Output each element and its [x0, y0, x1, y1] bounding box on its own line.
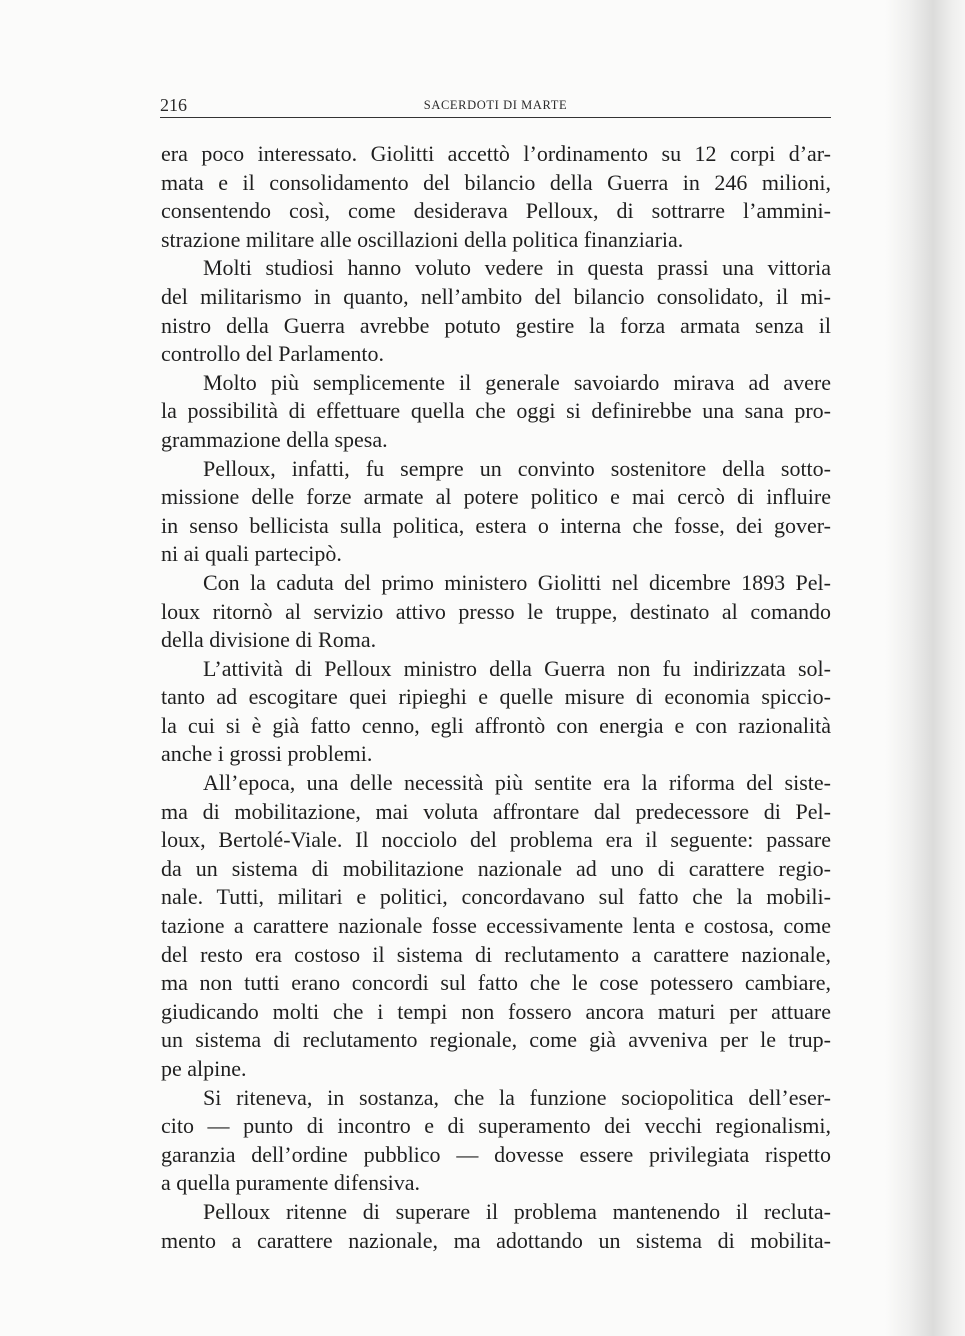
text-line: mata e il consolidamento del bilancio della Guerra in 246 milioni, — [161, 169, 831, 195]
text-line: tazione a carattere nazionale fosse eccessivamente lenta e costosa, come — [161, 913, 831, 939]
text-line: Molto più semplicemente il generale savoiardo mirava ad avere — [203, 369, 831, 395]
text-line: nistro della Guerra avrebbe potuto gestire la forza armata senza il — [161, 312, 831, 338]
text-line: Pelloux, infatti, fu sempre un convinto sostenitore della sotto- — [203, 455, 831, 481]
text-line: la possibilità di effettuare quella che oggi si definirebbe una sana pro- — [161, 398, 831, 424]
text-line: pe alpine. — [161, 1056, 247, 1081]
page-gutter-shadow — [885, 0, 965, 1336]
paragraph — [161, 455, 831, 569]
page-number: 216 — [160, 95, 187, 115]
text-line: Si riteneva, in sostanza, che la funzione sociopolitica dell’eser- — [203, 1084, 831, 1110]
text-line: tanto ad escogitare quei ripieghi e quelle misure di economia spicciо- — [161, 684, 831, 710]
text-line: della divisione di Roma. — [161, 627, 377, 653]
text-line: nale. Tutti, militari e politici, concordavano sul fatto che la mobili- — [161, 884, 831, 910]
paragraph — [161, 140, 831, 254]
paragraph — [161, 569, 831, 655]
paragraph — [161, 254, 831, 368]
body-text — [161, 140, 831, 1255]
text-line: un sistema di reclutamento regionale, come già avveniva per le trup- — [161, 1027, 831, 1053]
text-line: strazione militare alle oscillazioni della politica finanziaria. — [161, 226, 684, 252]
text-line: ma non tutti erano concordi sul fatto che le cose potessero cambiare, — [161, 970, 831, 996]
paragraph — [161, 1198, 831, 1255]
text-line: L’attività di Pelloux ministro della Guerra non fu indirizzata sol- — [203, 655, 831, 681]
text-line: loux ritornò al servizio attivo presso le truppe, destinato al comando — [161, 598, 831, 624]
running-head: SACERDOTI DI MARTE — [423, 98, 568, 112]
text-line: grammazione della spesa. — [161, 426, 388, 452]
text-line: cito — punto di incontro e di superamento dei vecchi regionalismi, — [161, 1113, 831, 1139]
paragraph — [161, 369, 831, 455]
text-line: loux, Bertolé-Viale. Il nocciolo del problema era il seguente: passare — [161, 827, 831, 853]
paragraph — [161, 1084, 831, 1198]
text-line: ma di mobilitazione, mai voluta affrontare dal predecessore di Pel- — [161, 798, 831, 824]
text-line: Pelloux ritenne di superare il problema mantenendo il recluta- — [203, 1198, 831, 1224]
text-line: mento a carattere nazionale, ma adottando un sistema di mobilita- — [161, 1227, 831, 1253]
page-header — [160, 93, 831, 118]
text-line: la cui si è già fatto cenno, egli affrontò con energia e con razionalità — [161, 712, 831, 738]
text-line: Molti studiosi hanno voluto vedere in questa prassi una vittoria — [203, 255, 831, 281]
text-line: consentendo così, come desiderava Pelloux, di sottrarre l’ammini- — [161, 198, 831, 224]
paragraph — [161, 769, 831, 1084]
text-line: controllo del Parlamento. — [161, 341, 384, 367]
text-line: del militarismo in quanto, nell’ambito del bilancio consolidato, il mi- — [161, 283, 831, 309]
text-line: giudicando molti che i tempi non fossero ancora maturi per attuare — [161, 998, 831, 1024]
text-line: era poco interessato. Giolitti accettò l’ordinamento su 12 corpi d’ar- — [161, 141, 831, 166]
text-line: in senso bellicista sulla politica, estera o interna che fosse, dei gover- — [161, 512, 831, 538]
paragraph — [161, 655, 831, 769]
text-line: anche i grossi problemi. — [161, 741, 373, 767]
text-line: a quella puramente difensiva. — [161, 1170, 421, 1196]
text-line: garanzia dell’ordine pubblico — dovesse essere privilegiata rispetto — [161, 1141, 831, 1167]
text-line: missione delle forze armate al potere politico e mai cercò di influire — [161, 484, 831, 510]
text-line: del resto era costoso il sistema di reclutamento a carattere nazionale, — [161, 941, 831, 967]
text-line: ni ai quali partecipò. — [161, 541, 342, 567]
text-line: Con la caduta del primo ministero Giolitti nel dicembre 1893 Pel- — [203, 569, 831, 595]
text-line: All’epoca, una delle necessità più sentite era la riforma del siste- — [203, 770, 831, 796]
text-line: da un sistema di mobilitazione nazionale ad uno di carattere regio- — [161, 855, 831, 881]
